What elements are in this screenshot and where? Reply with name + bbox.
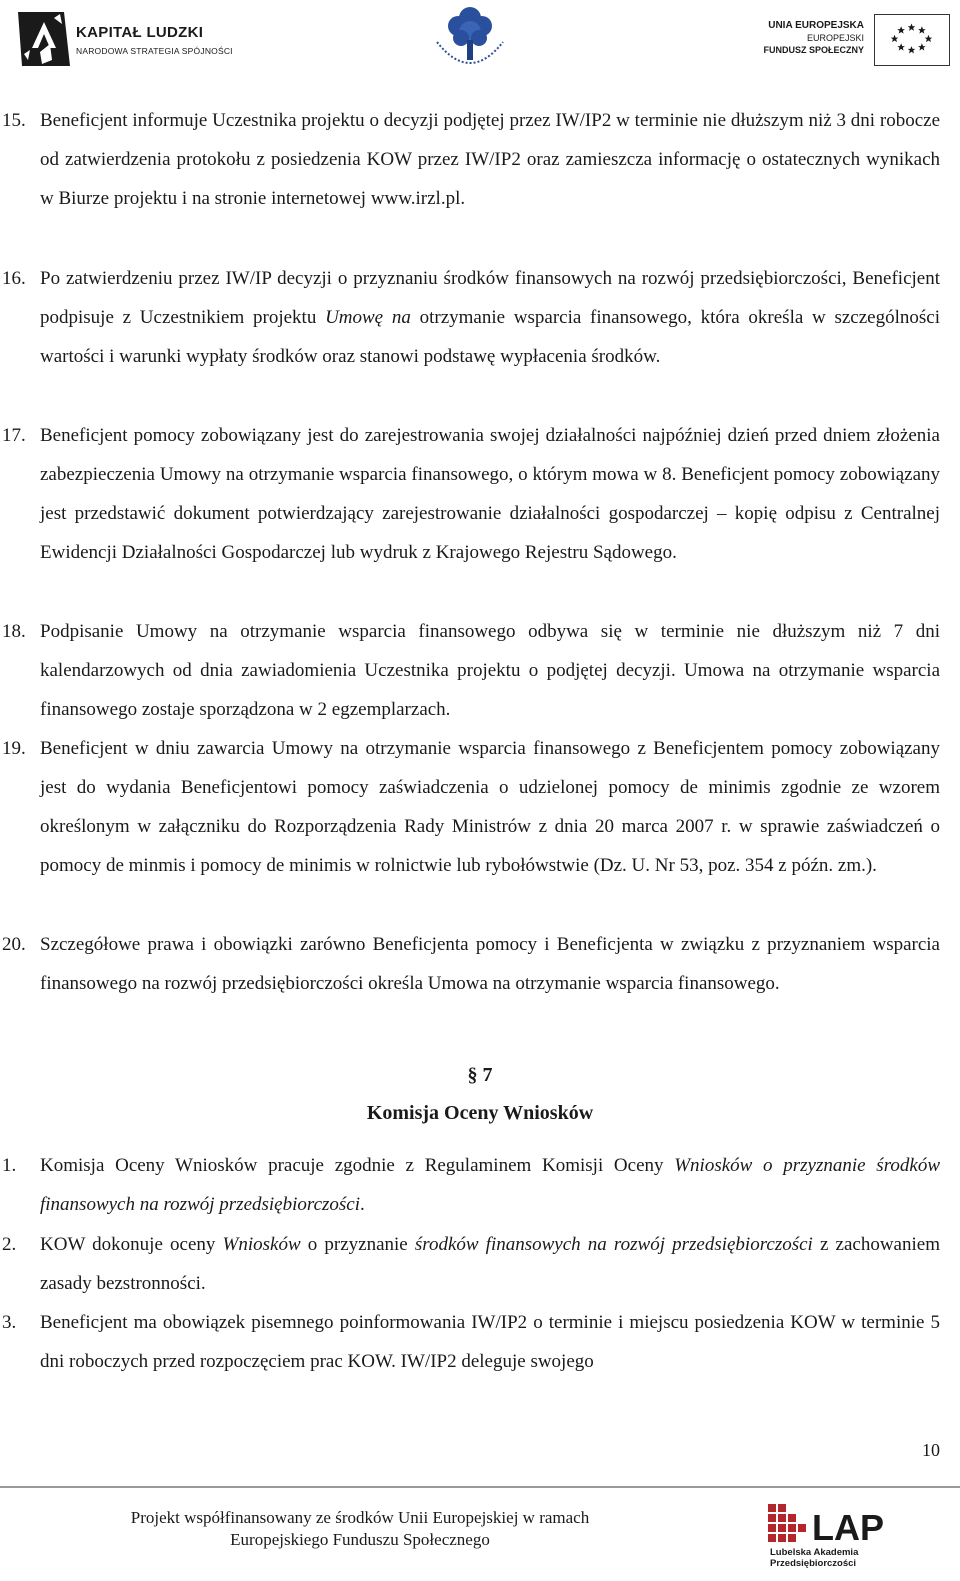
item-text-italic: środków finansowych na rozwój przedsiębiorczości bbox=[414, 1234, 813, 1255]
eu-flag-icon bbox=[874, 14, 950, 66]
item-text: Beneficjent informuje Uczestnika projektu o decyzji podjętej przez IW/IP2 w terminie nie dłuższym niż 3 dni robocze od zatwierdzenia protokołu z posiedzenia KOW przez IW/IP2 oraz zamieszcza informację o ostatecznych wynikach w Biurze projektu i na stronie internetowej www.irzl.pl. bbox=[40, 110, 940, 209]
item-text: otrzymanie wsparcia finansowego, która określa w szczególności wartości i warunki wypłaty środków oraz stanowi podstawę wypłacenia środków. bbox=[40, 307, 940, 367]
item-number: 19. bbox=[2, 738, 26, 759]
item-text: Beneficjent ma obowiązek pisemnego poinformowania IW/IP2 o terminie i miejscu posiedzenia KOW w terminie 5 dni roboczych przed rozpoczęciem prac KOW. IW/IP2 deleguje swojego bbox=[40, 1312, 940, 1372]
item-number: 1. bbox=[2, 1155, 17, 1176]
eu-line-3: FUNDUSZ SPOŁECZNY bbox=[763, 45, 864, 55]
item-text: o przyznanie bbox=[300, 1234, 415, 1255]
footer-divider bbox=[0, 1486, 960, 1488]
tree-institute-logo-icon bbox=[425, 2, 515, 78]
section-title: Komisja Oceny Wniosków bbox=[366, 1102, 594, 1124]
item-text-italic: Wniosków o przyznanie środków finansowych na rozwój przedsiębiorczości bbox=[40, 1155, 940, 1215]
item-text: Szczegółowe prawa i obowiązki zarówno Beneficjenta pomocy i Beneficjenta w związku z przyznaniem wsparcia finansowego na rozwój przedsiębiorczości określa Umowa na otrzymanie wsparcia finansowego. bbox=[40, 934, 940, 994]
lap-mark-text: LAP bbox=[812, 1507, 884, 1548]
item-text: Komisja Oceny Wniosków pracuje zgodnie z Regulaminem Komisji Oceny bbox=[40, 1155, 675, 1176]
list-item bbox=[2, 1146, 940, 1224]
section-number: § 7 bbox=[467, 1064, 493, 1086]
item-text: Beneficjent pomocy zobowiązany jest do zarejestrowania swojej działalności najpóźniej dzień przed dniem złożenia zabezpieczenia Umowy na otrzymanie wsparcia finansowego, o którym mowa w 8. Beneficjent pomocy zobowiązany jest przedstawić dokument potwierdzający zarejestrowanie działalności gospodarczej – kopię odpisu z Centralnej Ewidencji Działalności Gospodarczej lub wydruk z Krajowego Rejestru Sądowego. bbox=[40, 425, 940, 563]
item-number: 20. bbox=[2, 934, 26, 955]
list-item bbox=[2, 612, 940, 729]
list-item bbox=[2, 101, 940, 218]
item-number: 2. bbox=[2, 1234, 17, 1255]
item-text: Po zatwierdzeniu przez IW/IP decyzji o przyznaniu środków finansowych na rozwój przedsiębiorczości, Beneficjent podpisuje z Uczestnikiem projektu bbox=[40, 268, 940, 328]
kapital-ludzki-title: KAPITAŁ LUDZKI bbox=[76, 24, 204, 41]
item-text: Beneficjent w dniu zawarcia Umowy na otrzymanie wsparcia finansowego z Beneficjentem pomocy zobowiązany jest do wydania Beneficjentowi pomocy zaświadczenia o udzielonej pomocy de minimis zgodnie ze wzorem określonym w załączniku do Rozporządzenia Rady Ministrów z dnia 20 marca 2007 r. w sprawie zaświadczeń o pomocy de minmis i pomocy de minimis w rolnictwie lub rybołówstwie (Dz. U. Nr 53, poz. 354 z późn. zm.). bbox=[40, 738, 940, 876]
eu-line-1: UNIA EUROPEJSKA bbox=[768, 20, 864, 31]
list-item bbox=[2, 1303, 940, 1381]
item-text-italic: Umowę na bbox=[325, 307, 411, 328]
eu-logo-text bbox=[763, 20, 864, 56]
kapital-ludzki-logo bbox=[14, 8, 233, 70]
footer-text bbox=[60, 1507, 660, 1551]
item-text: z zachowaniem zasady bezstronności. bbox=[40, 1234, 940, 1294]
lap-caption-line-1: Lubelska Akademia bbox=[770, 1547, 859, 1558]
item-text: Podpisanie Umowy na otrzymanie wsparcia finansowego odbywa się w terminie nie dłuższym niż 7 dni kalendarzowych od dnia zawiadomienia Uczestnika projektu o podjętej decyzji. Umowa na otrzymanie wsparcia finansowego zostaje sporządzona w 2 egzemplarzach. bbox=[40, 621, 940, 720]
kapital-ludzki-emblem-icon bbox=[14, 8, 74, 70]
eu-line-2: EUROPEJSKI bbox=[806, 33, 864, 43]
list-item bbox=[2, 1225, 940, 1303]
item-number: 15. bbox=[2, 110, 26, 131]
kapital-ludzki-subtitle: NARODOWA STRATEGIA SPÓJNOŚCI bbox=[76, 46, 233, 56]
lap-caption bbox=[770, 1547, 858, 1569]
item-number: 17. bbox=[2, 425, 26, 446]
list-item bbox=[2, 729, 940, 885]
lap-caption-line-2: Przedsiębiorczości bbox=[770, 1558, 857, 1569]
footer-line-2: Europejskiego Funduszu Społecznego bbox=[230, 1530, 490, 1549]
item-text: . bbox=[360, 1194, 365, 1215]
list-item bbox=[2, 925, 940, 1003]
item-number: 18. bbox=[2, 621, 26, 642]
footer-line-1: Projekt współfinansowany ze środków Unii Europejskiej w ramach bbox=[130, 1508, 590, 1527]
eu-social-fund-logo bbox=[760, 12, 950, 68]
list-item bbox=[2, 416, 940, 572]
page-number: 10 bbox=[922, 1440, 940, 1460]
item-number: 16. bbox=[2, 268, 26, 289]
item-text-italic: Wniosków bbox=[222, 1234, 301, 1255]
page-header bbox=[0, 0, 960, 80]
list-item bbox=[2, 259, 940, 376]
item-number: 3. bbox=[2, 1312, 17, 1333]
item-text: KOW dokonuje oceny bbox=[40, 1234, 223, 1255]
